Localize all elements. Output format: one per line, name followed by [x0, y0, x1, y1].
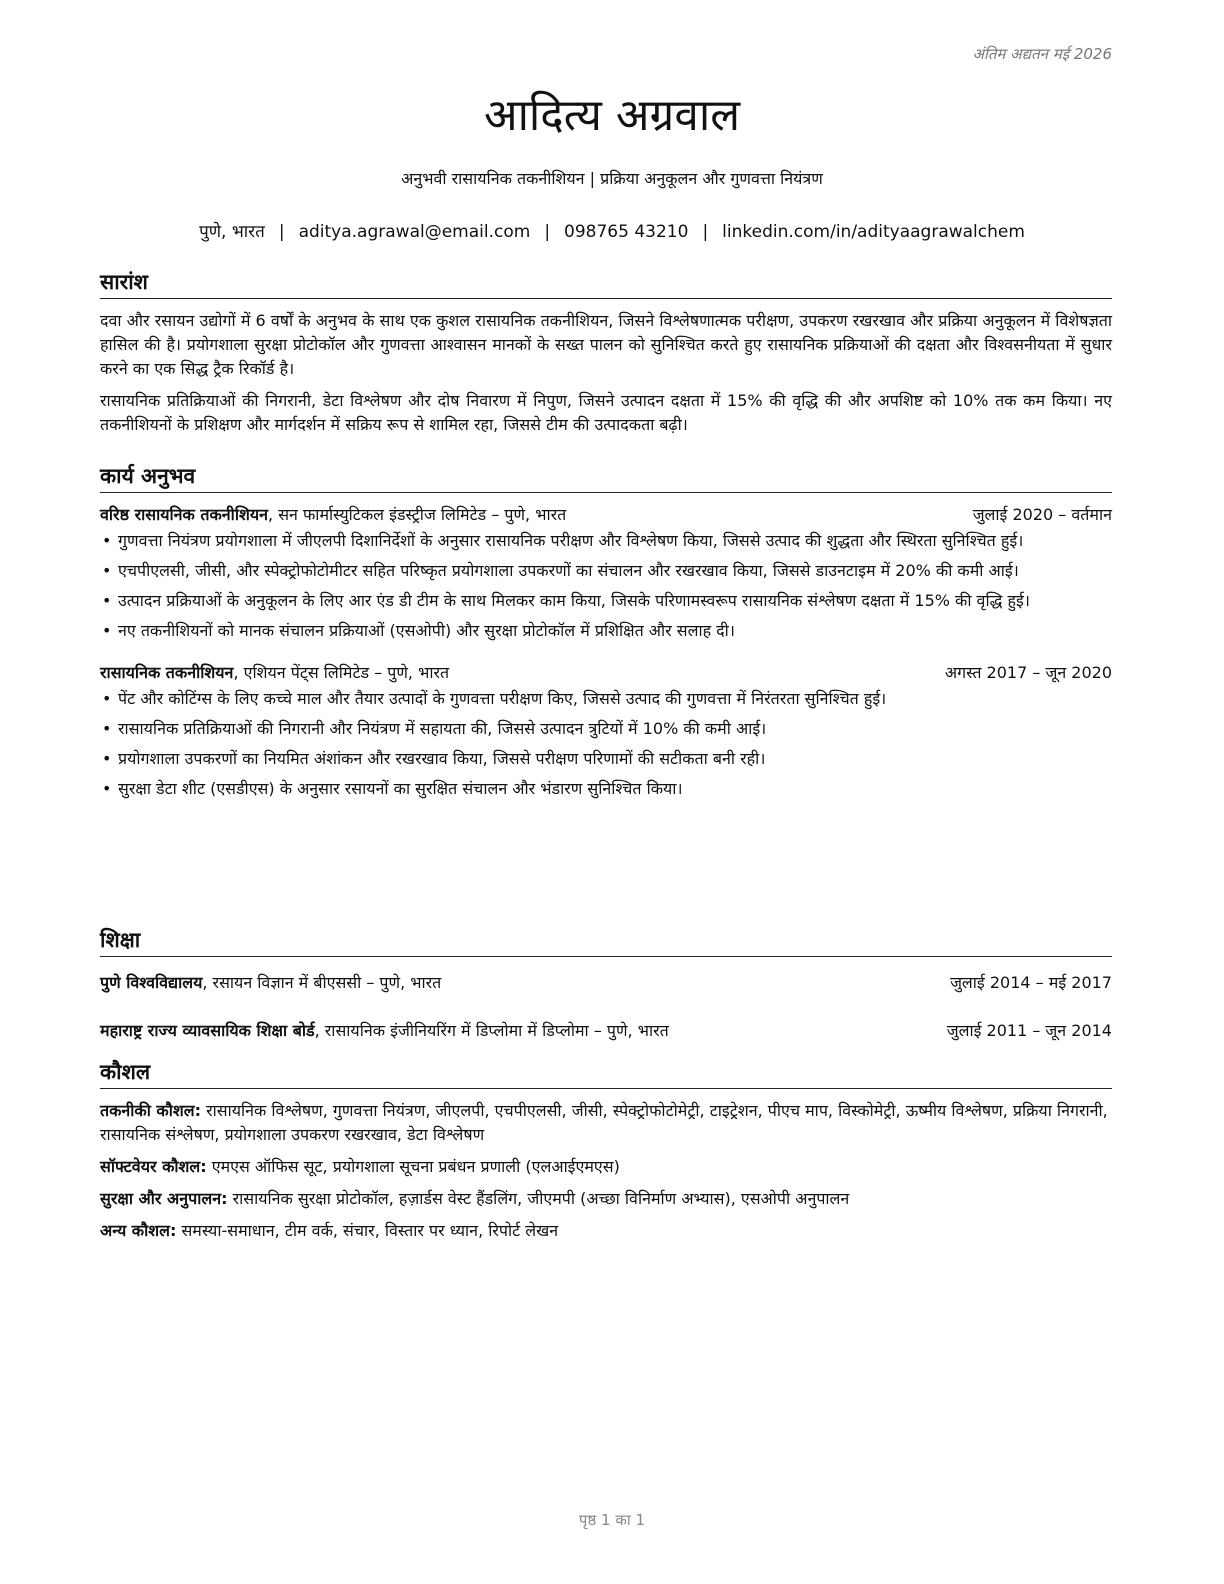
skill-label: अन्य कौशल: — [100, 1221, 177, 1240]
skill-line — [100, 1155, 1112, 1179]
contact-separator: | — [278, 222, 285, 242]
experience-section — [100, 462, 1112, 807]
job-dates: अगस्त 2017 – जून 2020 — [944, 663, 1112, 682]
job-bullet: • नए तकनीशियनों को मानक संचालन प्रक्रियाओं (एसओपी) और सुरक्षा प्रोटोकॉल में प्रशिक्षित और सलाह दी। — [118, 619, 1112, 643]
job-org: , सन फार्मास्युटिकल इंडस्ट्रीज लिमिटेड – पुणे, भारत — [268, 505, 567, 524]
skill-label: सुरक्षा और अनुपालन: — [100, 1189, 228, 1208]
job-title: वरिष्ठ रासायनिक तकनीशियन — [100, 505, 269, 524]
contact-phone: 098765 43210 — [564, 222, 689, 242]
page-footer: पृष्ठ 1 का 1 — [578, 1511, 646, 1529]
job-bullet: • सुरक्षा डेटा शीट (एसडीएस) के अनुसार रसायनों का सुरक्षित संचालन और भंडारण सुनिश्चित किया। — [118, 777, 1112, 801]
job-title: रासायनिक तकनीशियन — [100, 663, 234, 682]
job-bullet: • पेंट और कोटिंग्स के लिए कच्चे माल और तैयार उत्पादों के गुणवत्ता परीक्षण किए, जिससे उत्पाद की गुणवत्ता में निरंतरता सुनिश्चित हुई। — [118, 687, 1112, 711]
education-heading: शिक्षा — [100, 926, 1112, 957]
skill-line — [100, 1219, 1112, 1243]
contact-separator: | — [702, 222, 709, 242]
job-entry — [100, 503, 1112, 643]
tagline: अनुभवी रासायनिक तकनीशियन | प्रक्रिया अनुकूलन और गुणवत्ता नियंत्रण — [401, 169, 823, 188]
education-dates: जुलाई 2011 – जून 2014 — [946, 1021, 1112, 1040]
job-bullet: • उत्पादन प्रक्रियाओं के अनुकूलन के लिए आर एंड डी टीम के साथ मिलकर काम किया, जिसके परिणामस्वरूप रासायनिक संश्लेषण दक्षता में 15% की वृद्धि हुई। — [118, 589, 1112, 613]
job-entry — [100, 661, 1112, 801]
skill-label: सॉफ्टवेयर कौशल: — [100, 1157, 207, 1176]
contact-email[interactable]: aditya.agrawal@email.com — [298, 222, 531, 242]
contact-linkedin[interactable]: linkedin.com/in/adityaagrawalchem — [722, 222, 1025, 242]
skill-value: समस्या-समाधान, टीम वर्क, संचार, विस्तार पर ध्यान, रिपोर्ट लेखन — [176, 1221, 559, 1240]
skill-line — [100, 1099, 1112, 1147]
skills-section — [100, 1058, 1112, 1251]
job-dates: जुलाई 2020 – वर्तमान — [972, 505, 1112, 524]
contact-location: पुणे, भारत — [199, 222, 265, 242]
job-bullets — [100, 687, 1112, 801]
education-entry — [100, 971, 1112, 995]
job-header — [100, 503, 1112, 527]
education-institution: पुणे विश्वविद्यालय — [100, 973, 203, 992]
experience-heading: कार्य अनुभव — [100, 462, 1112, 493]
contact-separator: | — [544, 222, 551, 242]
education-detail: , रसायन विज्ञान में बीएससी – पुणे, भारत — [202, 973, 442, 992]
summary-paragraph: दवा और रसायन उद्योगों में 6 वर्षों के अनुभव के साथ एक कुशल रासायनिक तकनीशियन, जिसने विश्लेषणात्मक परीक्षण, उपकरण रखरखाव और प्रक्रिया अनुकूलन में विशेषज्ञता हासिल की है। प्रयोगशाला सुरक्षा प्रोटोकॉल और गुणवत्ता आश्वासन मानकों के सख्त पालन को सुनिश्चित करते हुए रासायनिक प्रक्रियाओं की दक्षता और विश्वसनीयता में सुधार करने का एक सिद्ध ट्रैक रिकॉर्ड है। — [100, 311, 1112, 378]
candidate-name: आदित्य अग्रवाल — [483, 90, 741, 141]
education-section — [100, 926, 1112, 1043]
education-dates: जुलाई 2014 – मई 2017 — [950, 973, 1112, 992]
skill-line — [100, 1187, 1112, 1211]
job-bullet: • गुणवत्ता नियंत्रण प्रयोगशाला में जीएलपी दिशानिर्देशों के अनुसार रासायनिक परीक्षण और विश्लेषण किया, जिससे उत्पाद की शुद्धता और स्थिरता सुनिश्चित हुई। — [118, 529, 1112, 553]
job-header — [100, 661, 1112, 685]
job-bullet: • प्रयोगशाला उपकरणों का नियमित अंशांकन और रखरखाव किया, जिससे परीक्षण परिणामों की सटीकता बनी रही। — [118, 747, 1112, 771]
job-org: , एशियन पेंट्स लिमिटेड – पुणे, भारत — [233, 663, 450, 682]
summary-heading: सारांश — [100, 268, 1112, 299]
job-bullets — [100, 529, 1112, 643]
education-institution: महाराष्ट्र राज्य व्यावसायिक शिक्षा बोर्ड — [100, 1021, 315, 1040]
skill-label: तकनीकी कौशल: — [100, 1101, 201, 1120]
skill-value: एमएस ऑफिस सूट, प्रयोगशाला सूचना प्रबंधन प्रणाली (एलआईएमएस) — [206, 1157, 620, 1176]
last-updated: अंतिम अद्यतन मई 2026 — [972, 45, 1112, 63]
education-entry — [100, 1019, 1112, 1043]
skill-value: रासायनिक सुरक्षा प्रोटोकॉल, हज़ार्डस वेस्ट हैंडलिंग, जीएमपी (अच्छा विनिर्माण अभ्यास), एसओपी अनुपालन — [227, 1189, 850, 1208]
contact-line — [0, 220, 1224, 244]
job-bullet: • रासायनिक प्रतिक्रियाओं की निगरानी और नियंत्रण में सहायता की, जिससे उत्पादन त्रुटियों में 10% की कमी आई। — [118, 717, 1112, 741]
job-bullet: • एचपीएलसी, जीसी, और स्पेक्ट्रोफोटोमीटर सहित परिष्कृत प्रयोगशाला उपकरणों का संचालन और रखरखाव किया, जिससे डाउनटाइम में 20% की कमी आई। — [118, 559, 1112, 583]
skills-heading: कौशल — [100, 1058, 1112, 1089]
summary-section — [100, 268, 1112, 445]
summary-paragraph: रासायनिक प्रतिक्रियाओं की निगरानी, डेटा विश्लेषण और दोष निवारण में निपुण, जिसने उत्पादन दक्षता में 15% की वृद्धि की और अपशिष्ट को 10% तक कम किया। नए तकनीशियनों के प्रशिक्षण और मार्गदर्शन में सक्रिय रूप से शामिल रहा, जिससे टीम की उत्पादकता बढ़ी। — [100, 391, 1112, 434]
skill-value: रासायनिक विश्लेषण, गुणवत्ता नियंत्रण, जीएलपी, एचपीएलसी, जीसी, स्पेक्ट्रोफोटोमेट्री, टाइट्रेशन, पीएच माप, विस्कोमेट्री, ऊष्मीय विश्लेषण, प्रक्रिया निगरानी, रासायनिक संश्लेषण, प्रयोगशाला उपकरण रखरखाव, डेटा विश्लेषण — [100, 1101, 1108, 1144]
education-detail: , रासायनिक इंजीनियरिंग में डिप्लोमा में डिप्लोमा – पुणे, भारत — [314, 1021, 669, 1040]
